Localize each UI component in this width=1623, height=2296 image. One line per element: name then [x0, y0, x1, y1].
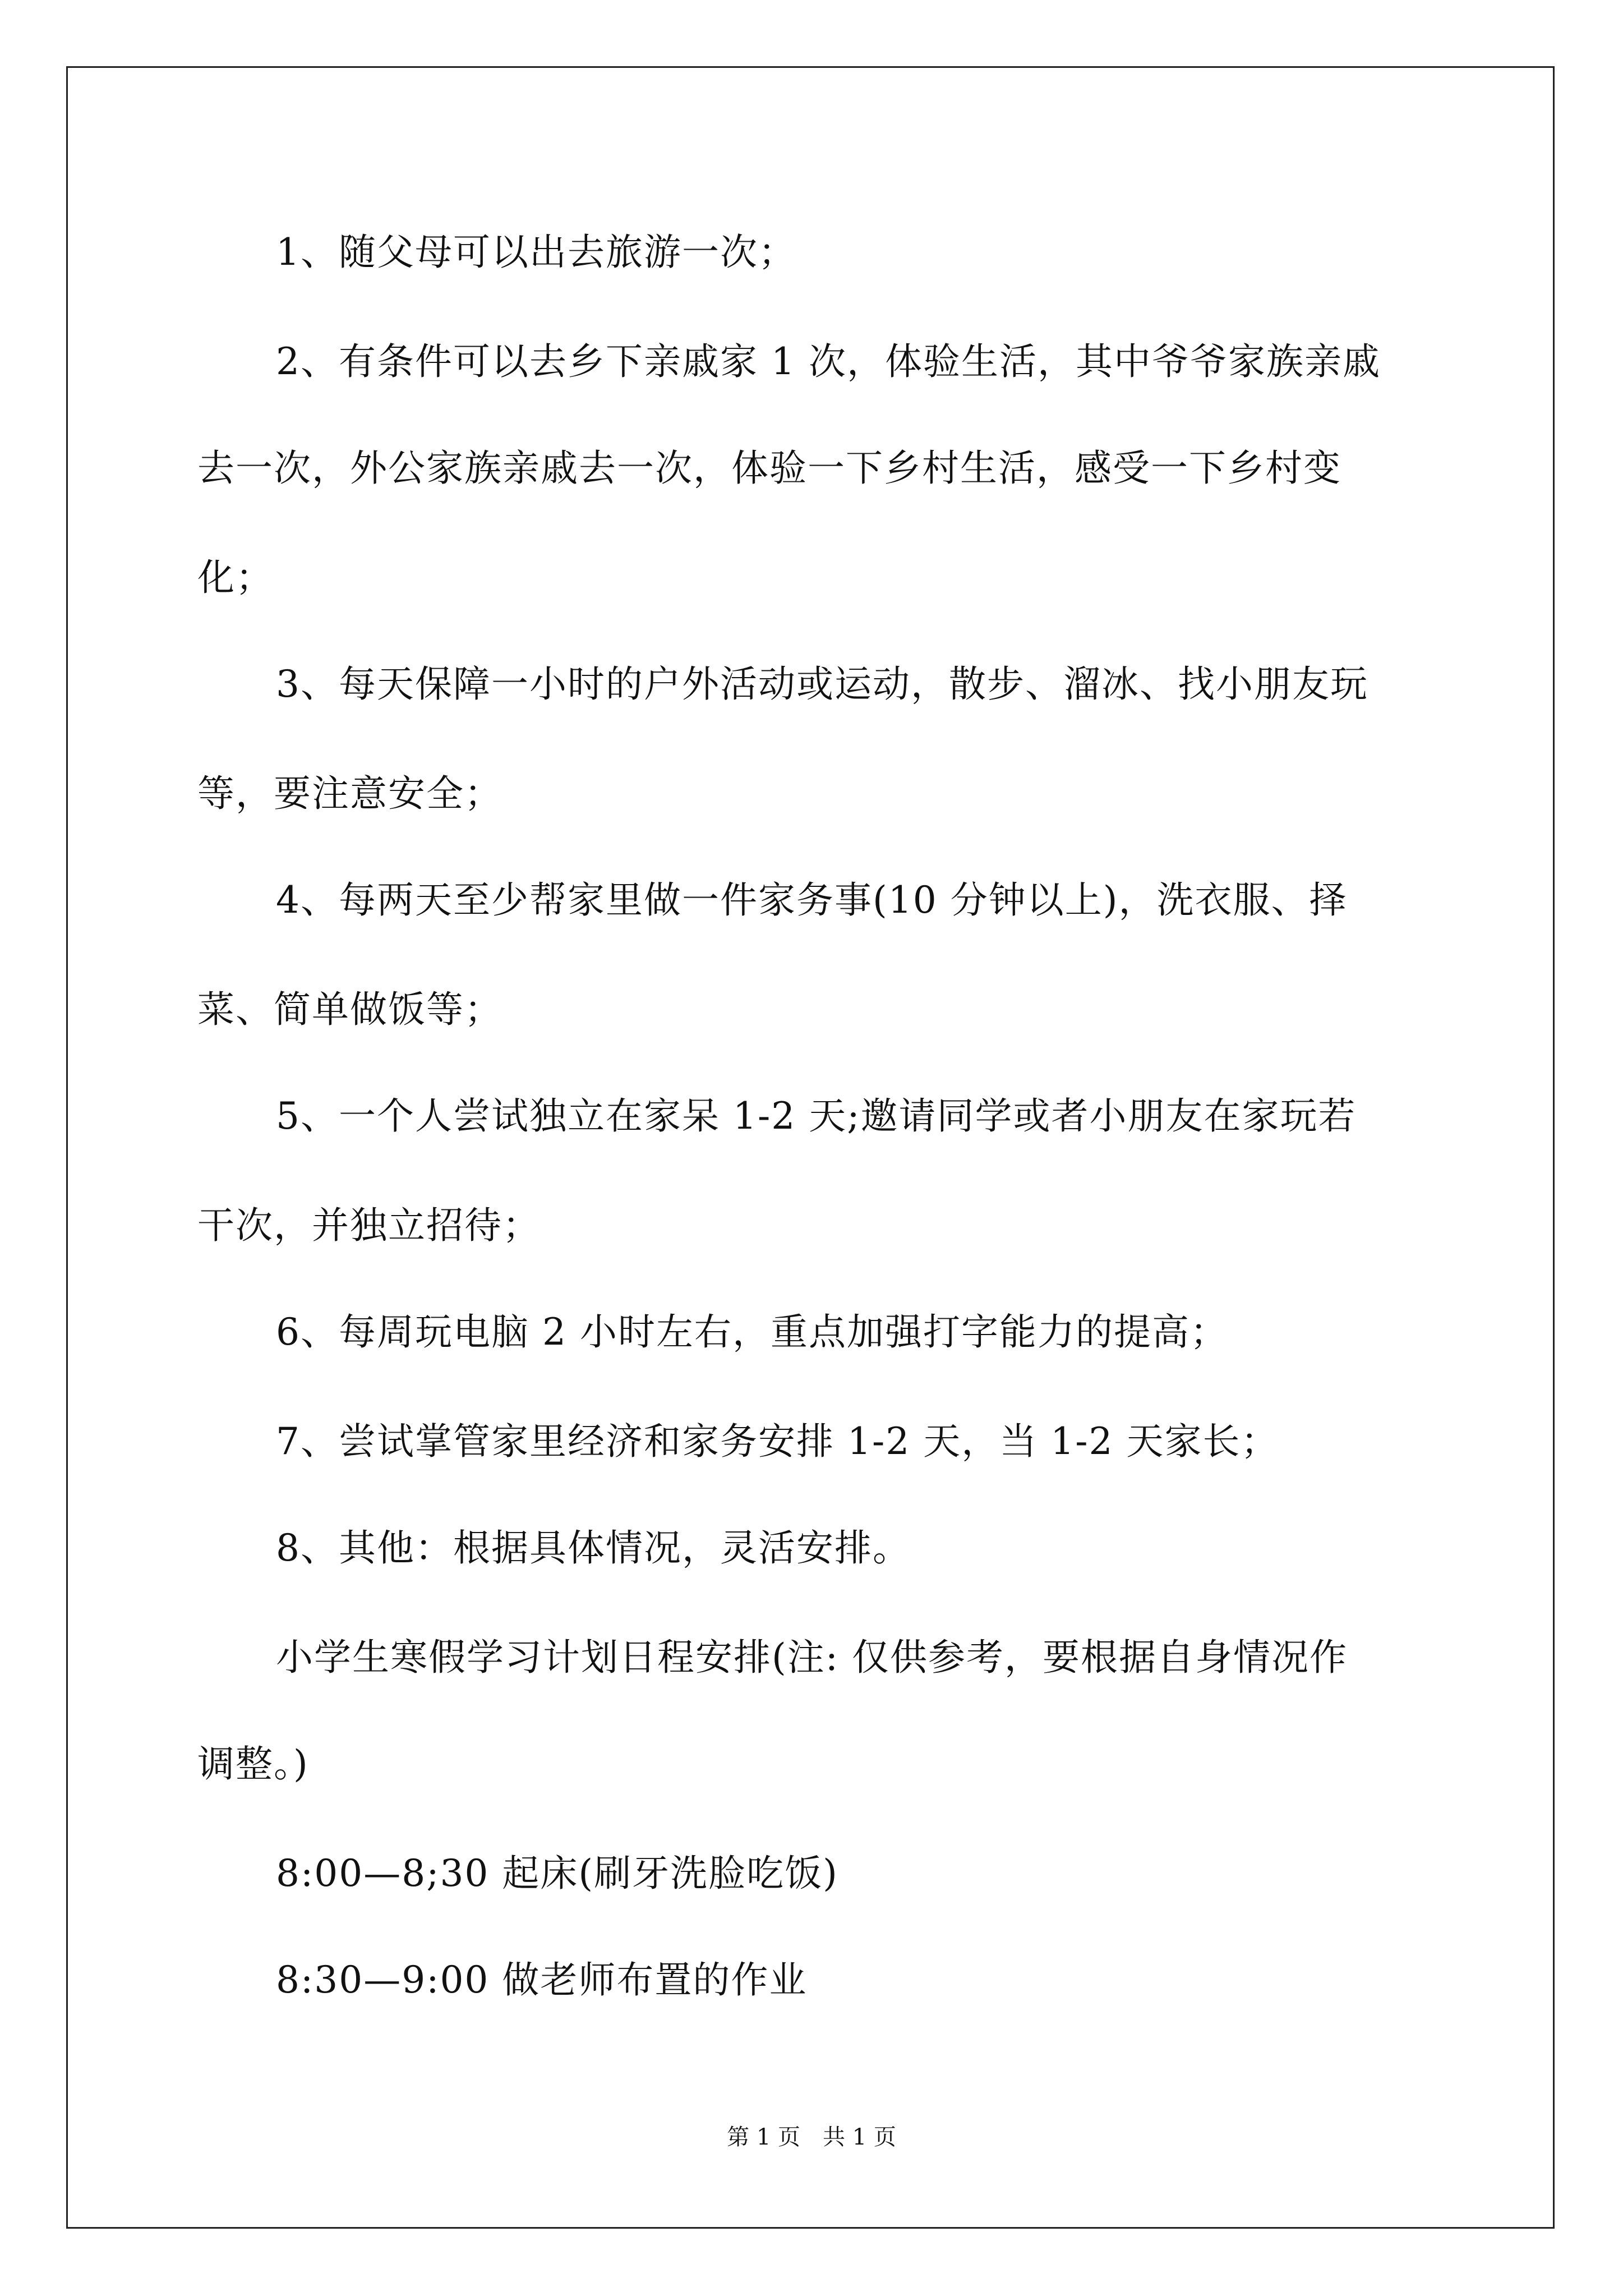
text-line: 调整。) — [197, 1742, 309, 1786]
text-line: 干次，并独立招待； — [197, 1204, 541, 1247]
text-line: 8:30—9:00 做老师布置的作业 — [276, 1958, 808, 2001]
text-line: 7、尝试掌管家里经济和家务安排 1-2 天，当 1-2 天家长； — [276, 1420, 1279, 1463]
text-line: 小学生寒假学习计划日程安排(注: 仅供参考，要根据自身情况作 — [276, 1636, 1348, 1679]
text-line: 1、随父母可以出去旅游一次； — [276, 231, 796, 274]
text-line: 2、有条件可以去乡下亲戚家 1 次，体验生活，其中爷爷家族亲戚 — [276, 340, 1381, 383]
text-line: 8、其他：根据具体情况，灵活安排。 — [276, 1526, 911, 1570]
text-line: 等，要注意安全； — [197, 772, 502, 815]
text-line: 菜、简单做饭等； — [197, 988, 502, 1031]
text-line: 8:00—8;30 起床(刷牙洗脸吃饭) — [276, 1852, 838, 1895]
text-line: 4、每两天至少帮家里做一件家务事(10 分钟以上)，洗衣服、择 — [276, 878, 1348, 922]
page-number: 第 1 页 共 1 页 — [727, 2124, 896, 2150]
text-line: 去一次，外公家族亲戚去一次，体验一下乡村生活，感受一下乡村变 — [197, 447, 1341, 490]
text-line: 化； — [197, 556, 274, 599]
text-line: 3、每天保障一小时的户外活动或运动，散步、溜冰、找小朋友玩 — [276, 662, 1368, 706]
text-line: 5、一个人尝试独立在家呆 1-2 天;邀请同学或者小朋友在家玩若 — [276, 1094, 1357, 1138]
text-line: 6、每周玩电脑 2 小时左右，重点加强打字能力的提高； — [276, 1310, 1228, 1354]
